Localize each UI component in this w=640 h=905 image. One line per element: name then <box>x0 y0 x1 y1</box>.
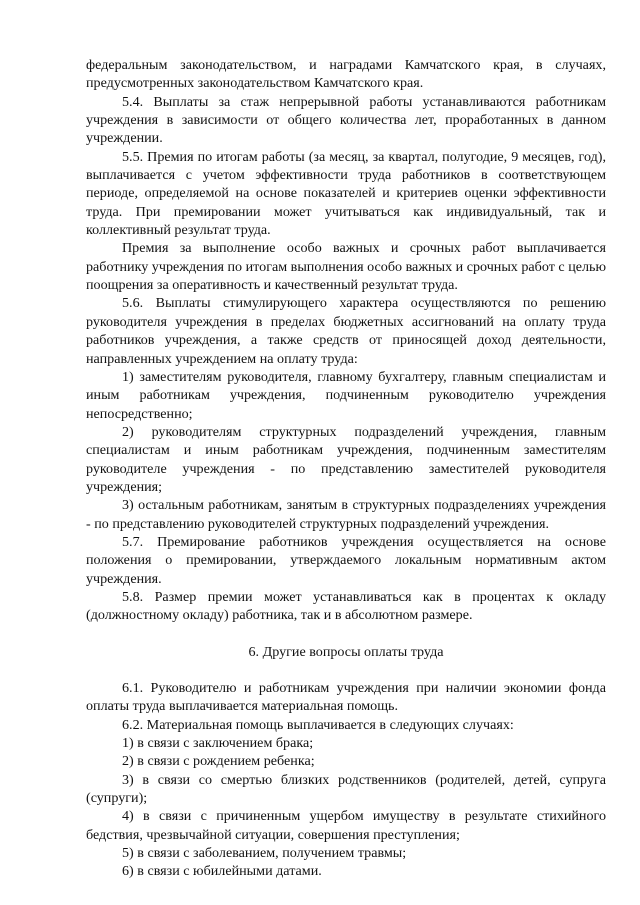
spacer <box>86 625 606 643</box>
list-item: 4) в связи с причиненным ущербом имуществу в результате стихийного бедствия, чрезвычайной ситуации, совершения преступления; <box>86 808 606 843</box>
list-item: 6) в связи с юбилейными датами. <box>122 863 322 880</box>
paragraph-6-1: 6.1. Руководителю и работникам учреждения при наличии экономии фонда оплаты труда выплачивается материальная помощь. <box>86 680 606 715</box>
paragraph: федеральным законодательством, и наградами Камчатского края, в случаях, предусмотренных законодательством Камчатского края. <box>86 57 606 92</box>
document-body <box>86 56 606 881</box>
list-item: 3) остальным работникам, занятым в структурных подразделениях учреждения - по представлению руководителей структурных подразделений учреждения. <box>86 497 606 532</box>
paragraph-5-6: 5.6. Выплаты стимулирующего характера осуществляются по решению руководителя учреждения в пределах бюджетных ассигнований на оплату труда работников учреждения, а также средств от приносящей доход деятельности, направленных учреждением на оплату труда: <box>86 295 606 367</box>
list-item: 3) в связи со смертью близких родственников (родителей, детей, супруга (супруги); <box>86 771 606 807</box>
paragraph: Премия за выполнение особо важных и срочных работ выплачивается работнику учреждения по итогам выполнения особо важных и срочных работ с целью поощрения за оперативность и качественный результат труда. <box>86 240 606 294</box>
list-item: 5) в связи с заболеванием, получением травмы; <box>122 845 407 862</box>
paragraph-5-4: 5.4. Выплаты за стаж непрерывной работы устанавливаются работникам учреждения в зависимости от общего количества лет, проработанных в данном учреждении. <box>86 93 606 147</box>
section-heading: 6. Другие вопросы оплаты труда <box>248 643 444 660</box>
paragraph-5-7: 5.7. Премирование работников учреждения осуществляется на основе положения о премировании, утверждаемого локальным нормативным актом учреждения. <box>86 533 606 587</box>
list-item: 1) заместителям руководителя, главному бухгалтеру, главным специалистам и иным работникам учреждения, подчиненным руководителю учреждения непосредственно; <box>86 368 606 422</box>
paragraph-5-5: 5.5. Премия по итогам работы (за месяц, за квартал, полугодие, 9 месяцев, год), выплачивается с учетом эффективности труда работников в соответствующем периоде, определяемой на основе показателей и критериев оценки эффективности труда. При премировании может учитываться как индивидуальный, так и коллективный результат труда. <box>86 148 606 239</box>
spacer <box>86 661 606 679</box>
paragraph-5-8: 5.8. Размер премии может устанавливаться как в процентах к окладу (должностному окладу) работника, так и в абсолютном размере. <box>86 588 606 624</box>
list-item: 1) в связи с заключением брака; <box>122 735 314 752</box>
list-item: 2) руководителям структурных подразделений учреждения, главным специалистам и иным работникам учреждения, подчиненным заместителям руководителе учреждения - по представлению заместителей руководителя учреждения; <box>86 423 606 495</box>
paragraph-6-2: 6.2. Материальная помощь выплачивается в следующих случаях: <box>122 716 514 733</box>
list-item: 2) в связи с рождением ребенка; <box>122 753 315 770</box>
